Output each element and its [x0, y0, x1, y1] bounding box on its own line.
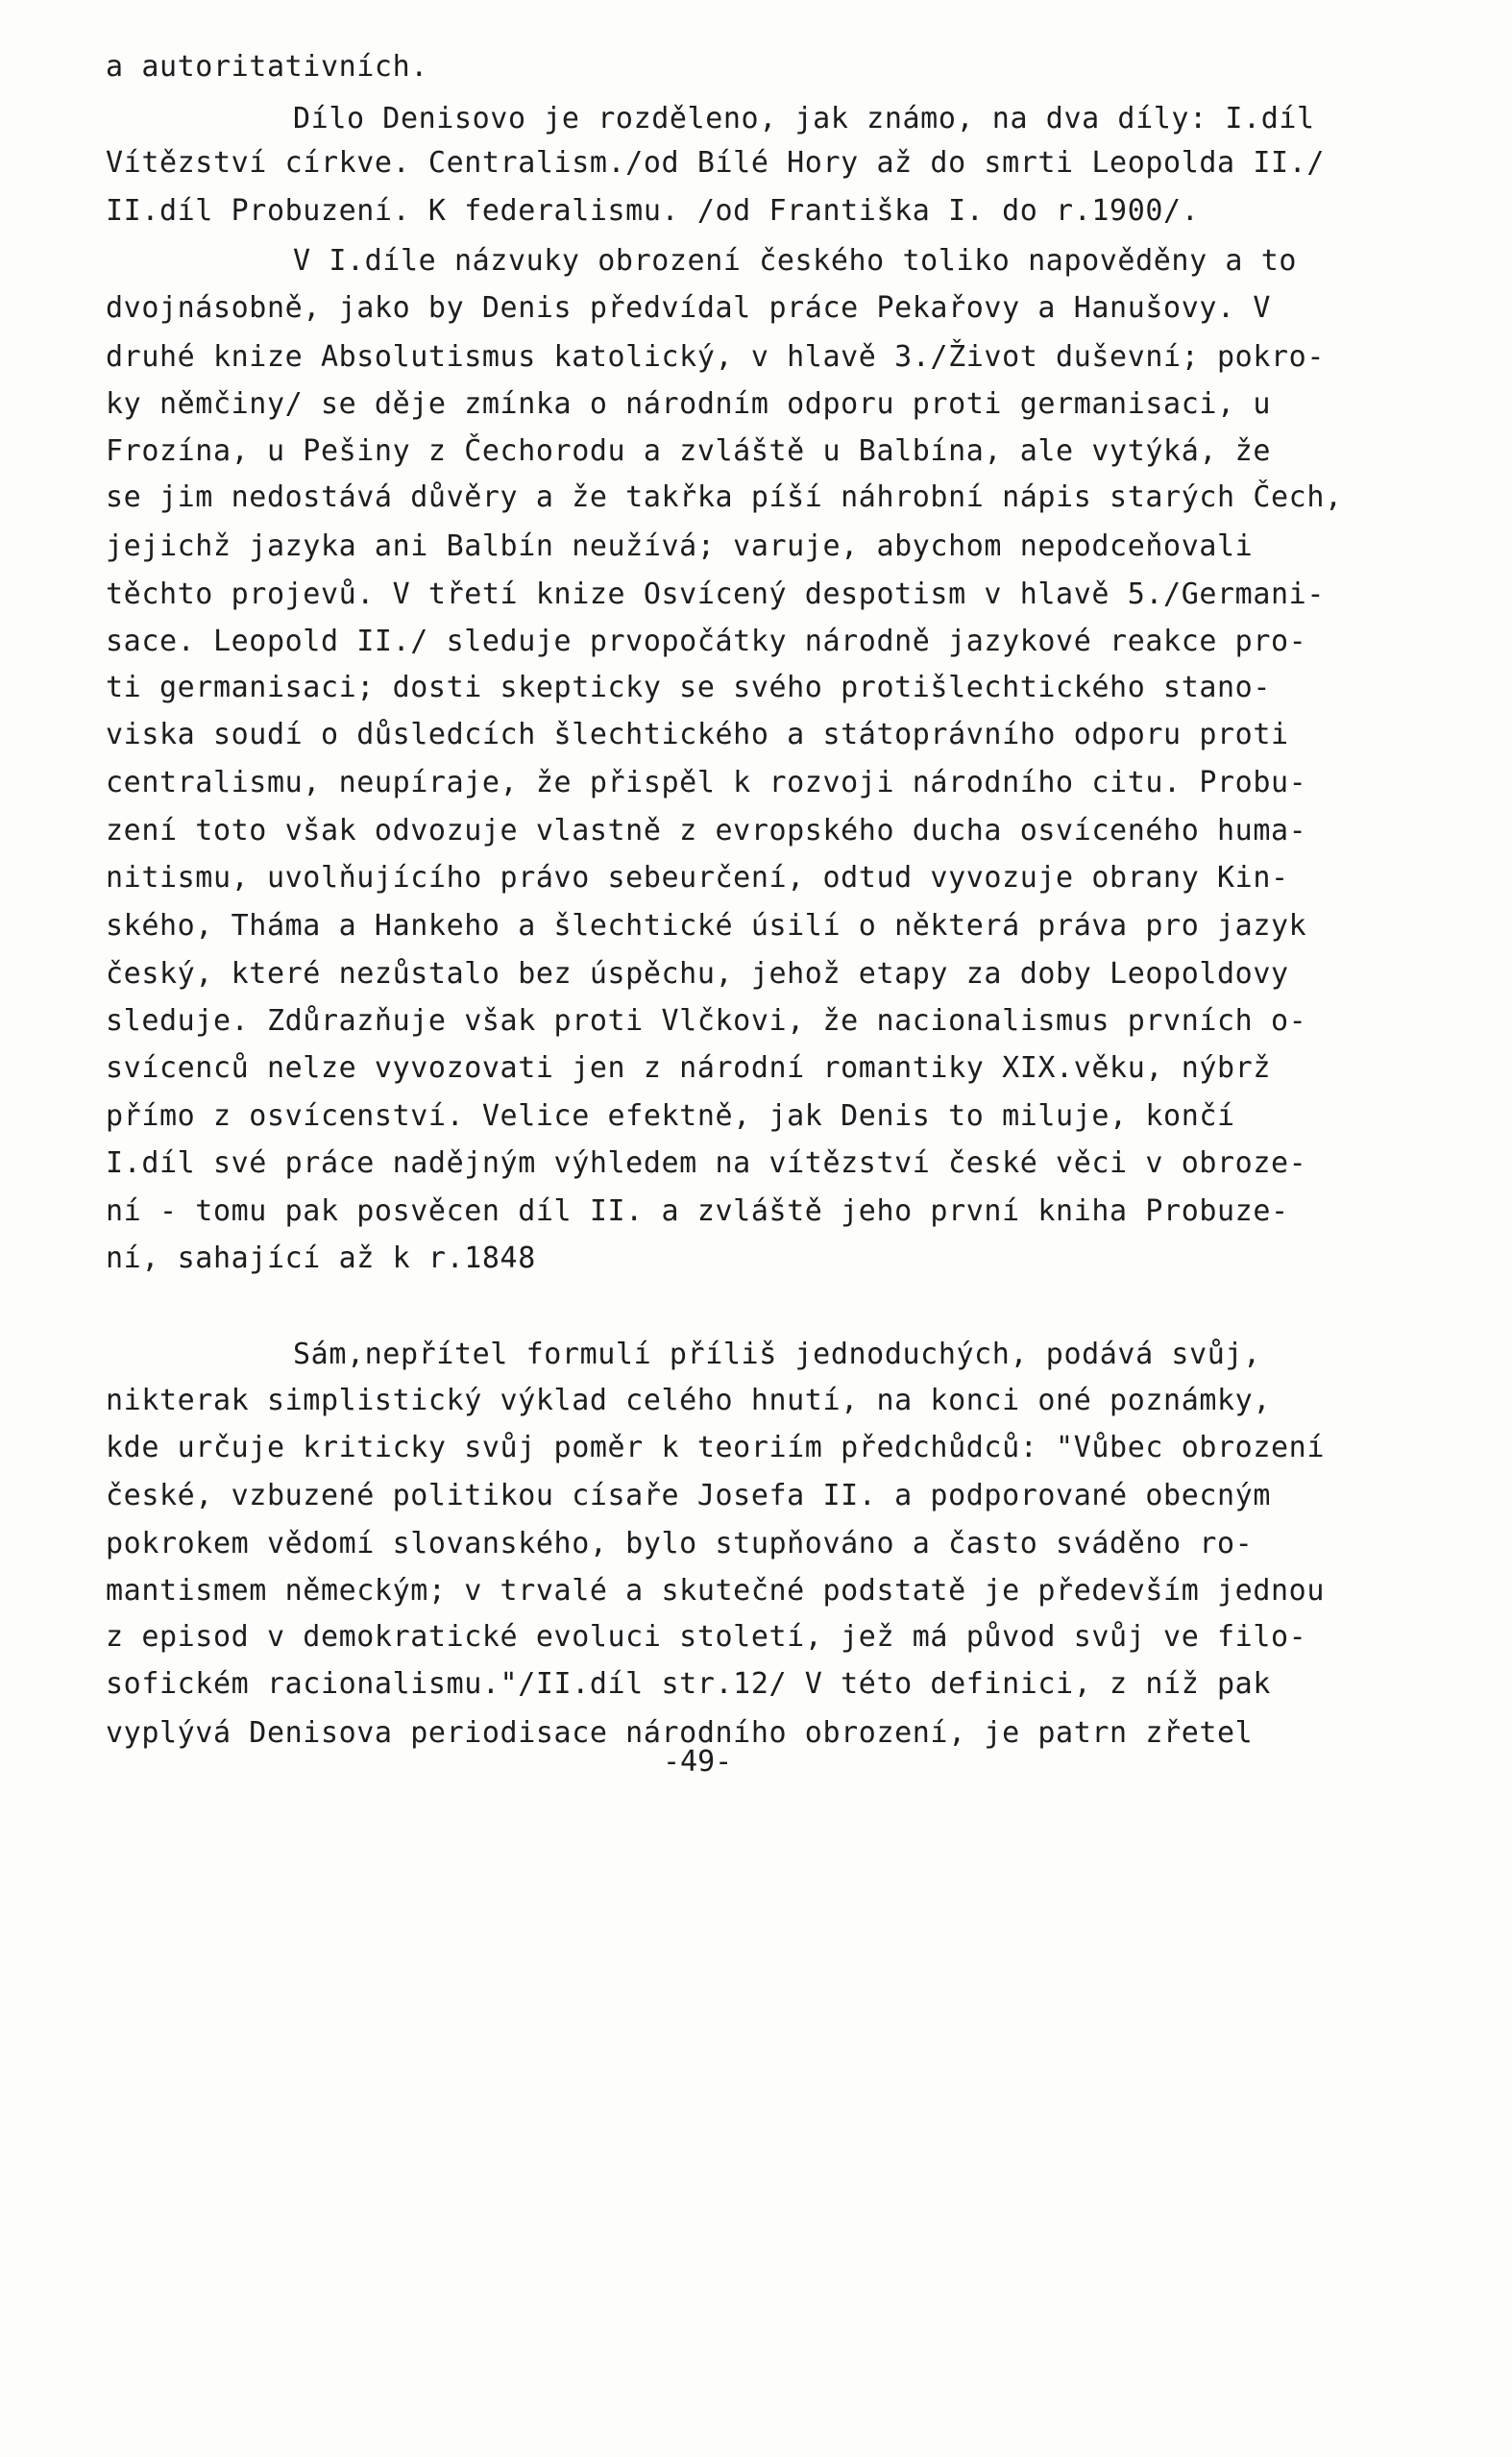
text-line: druhé knize Absolutismus katolický, v hlavě 3./Život duševní; pokro- [106, 340, 1325, 374]
text-line: sace. Leopold II./ sleduje prvopočátky národně jazykové reakce pro- [106, 625, 1307, 658]
text-line: ti germanisaci; dosti skepticky se svého protišlechtického stano- [106, 671, 1271, 704]
text-line: ky němčiny/ se děje zmínka o národním odporu proti germanisaci, u [106, 387, 1271, 421]
text-line: vyplývá Denisova periodisace národního obrození, je patrn zřetel [106, 1716, 1254, 1750]
text-line: a autoritativních. [106, 50, 428, 84]
text-line: Dílo Denisovo je rozděleno, jak známo, na dva díly: I.díl [293, 102, 1315, 135]
text-line: sofickém racionalismu."/II.díl str.12/ V této definici, z níž pak [106, 1667, 1271, 1701]
text-line: z episod v demokratické evoluci století, jež má původ svůj ve filo- [106, 1620, 1307, 1654]
text-line: český, které nezůstalo bez úspěchu, jehož etapy za doby Leopoldovy [106, 957, 1289, 991]
text-line: Vítězství církve. Centralism./od Bílé Hory až do smrti Leopolda II./ [106, 146, 1325, 180]
text-line: nitismu, uvolňujícího právo sebeurčení, odtud vyvozuje obrany Kin- [106, 861, 1289, 895]
page-number: -49- [663, 1745, 733, 1779]
text-line: nikterak simplistický výklad celého hnutí, na konci oné poznámky, [106, 1384, 1271, 1417]
text-line: Sám,nepřítel formulí příliš jednoduchých, podává svůj, [293, 1338, 1261, 1371]
text-line: těchto projevů. V třetí knize Osvícený despotism v hlavě 5./Germani- [106, 577, 1325, 611]
text-line: Frozína, u Pešiny z Čechorodu a zvláště u Balbína, ale vytýká, že [106, 434, 1271, 468]
text-line: ského, Tháma a Hankeho a šlechtické úsilí o některá práva pro jazyk [106, 909, 1307, 943]
text-line: svícenců nelze vyvozovati jen z národní romantiky XIX.věku, nýbrž [106, 1051, 1271, 1085]
text-line: české, vzbuzené politikou císaře Josefa II. a podporované obecným [106, 1479, 1271, 1512]
text-line: pokrokem vědomí slovanského, bylo stupňováno a často sváděno ro- [106, 1527, 1254, 1560]
text-line: centralismu, neupíraje, že přispěl k rozvoji národního citu. Probu- [106, 766, 1307, 799]
text-line: se jim nedostává důvěry a že takřka píší náhrobní nápis starých Čech, [106, 480, 1343, 514]
text-line: I.díl své práce nadějným výhledem na vítězství české věci v obroze- [106, 1146, 1307, 1180]
text-line: přímo z osvícenství. Velice efektně, jak Denis to miluje, končí [106, 1099, 1235, 1133]
text-line: II.díl Probuzení. K federalismu. /od Františka I. do r.1900/. [106, 194, 1200, 228]
text-line: dvojnásobně, jako by Denis předvídal práce Pekařovy a Hanušovy. V [106, 291, 1271, 325]
text-line: viska soudí o důsledcích šlechtického a státoprávního odporu proti [106, 718, 1289, 751]
text-line: jejichž jazyka ani Balbín neužívá; varuje, abychom nepodceňovali [106, 529, 1254, 563]
text-line: zení toto však odvozuje vlastně z evropského ducha osvíceného huma- [106, 814, 1307, 848]
text-line: mantismem německým; v trvalé a skutečné podstatě je především jednou [106, 1574, 1325, 1608]
text-line: ní - tomu pak posvěcen díl II. a zvláště jeho první kniha Probuze- [106, 1194, 1289, 1228]
text-line: V I.díle názvuky obrození českého toliko napověděny a to [293, 244, 1298, 278]
text-line: ní, sahající až k r.1848 [106, 1241, 536, 1275]
text-line: kde určuje kriticky svůj poměr k teoriím předchůdců: "Vůbec obrození [106, 1431, 1325, 1464]
text-line: sleduje. Zdůrazňuje však proti Vlčkovi, že nacionalismus prvních o- [106, 1004, 1307, 1038]
